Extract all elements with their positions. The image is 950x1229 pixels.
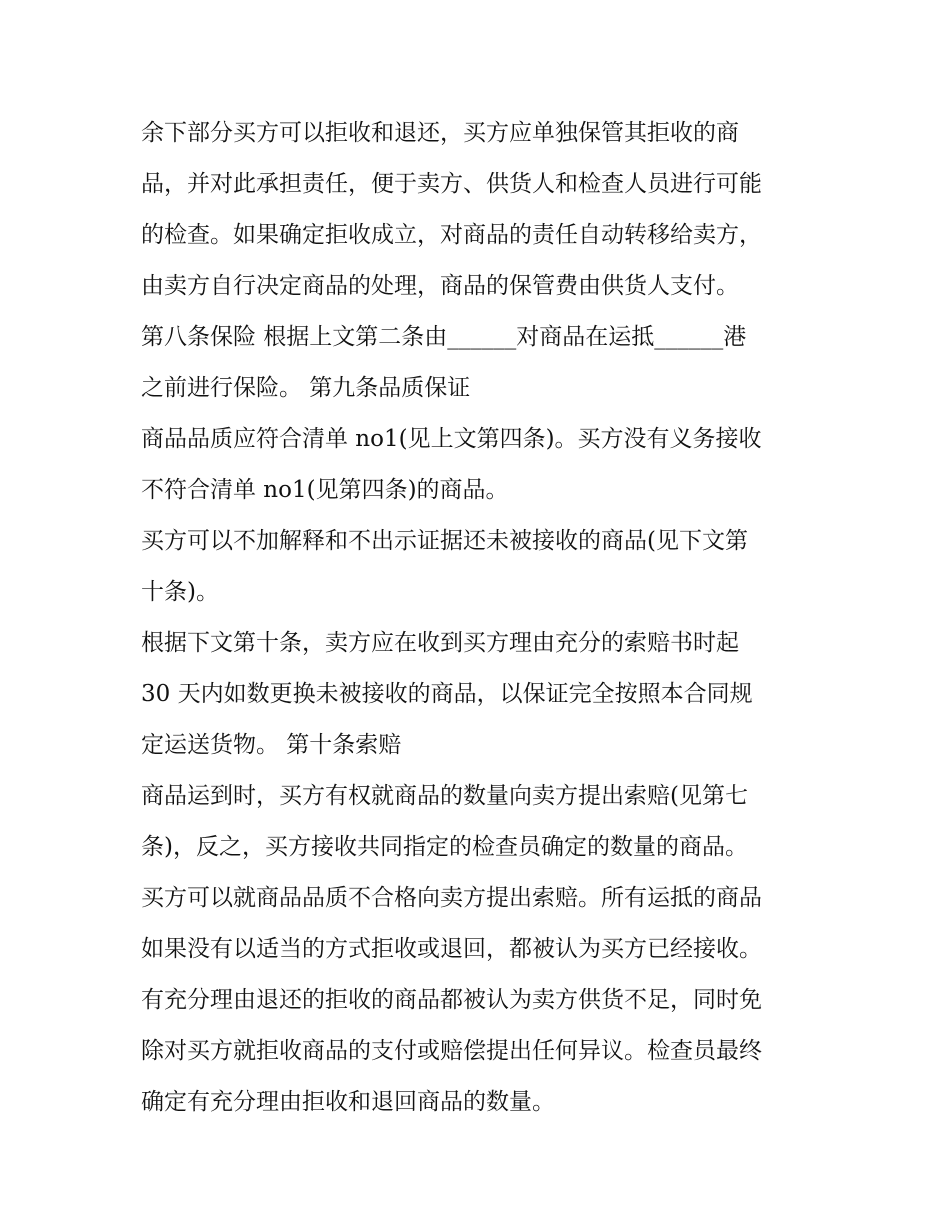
text-line: 确定有充分理由拒收和退回商品的数量。 bbox=[141, 1089, 555, 1115]
text-line: 余下部分买方可以拒收和退还，买方应单独保管其拒收的商 bbox=[141, 120, 739, 146]
text-line: 除对买方就拒收商品的支付或赔偿提出任何异议。检查员最终 bbox=[141, 1038, 762, 1064]
text-line: 根据下文第十条，卖方应在收到买方理由充分的索赔书时起 bbox=[141, 630, 739, 656]
text-line: 不符合清单 no1(见第四条)的商品。 bbox=[141, 477, 509, 503]
text-line: 商品运到时，买方有权就商品的数量向卖方提出索赔(见第七 bbox=[141, 783, 748, 809]
text-line: 之前进行保险。 第九条品质保证 bbox=[141, 375, 471, 401]
text-line: 买方可以就商品品质不合格向卖方提出索赔。所有运抵的商品 bbox=[141, 885, 762, 911]
text-line: 的检查。如果确定拒收成立，对商品的责任自动转移给卖方， bbox=[141, 222, 762, 248]
text-line: 定运送货物。 第十条索赔 bbox=[141, 732, 402, 758]
body-text bbox=[141, 108, 821, 1128]
text-line: 第八条保险 根据上文第二条由______对商品在运抵______港 bbox=[141, 324, 747, 350]
text-line: 30 天内如数更换未被接收的商品，以保证完全按照本合同规 bbox=[141, 681, 753, 707]
text-line: 十条)。 bbox=[141, 579, 219, 605]
text-line: 由卖方自行决定商品的处理，商品的保管费由供货人支付。 bbox=[141, 273, 739, 299]
text-line: 买方可以不加解释和不出示证据还未被接收的商品(见下文第 bbox=[141, 528, 748, 554]
text-line: 商品品质应符合清单 no1(见上文第四条)。买方没有义务接收 bbox=[141, 426, 762, 452]
text-line: 条)，反之，买方接收共同指定的检查员确定的数量的商品。 bbox=[141, 834, 748, 860]
text-line: 品，并对此承担责任，便于卖方、供货人和检查人员进行可能 bbox=[141, 171, 762, 197]
text-line: 如果没有以适当的方式拒收或退回，都被认为买方已经接收。 bbox=[141, 936, 762, 962]
text-line: 有充分理由退还的拒收的商品都被认为卖方供货不足，同时免 bbox=[141, 987, 762, 1013]
